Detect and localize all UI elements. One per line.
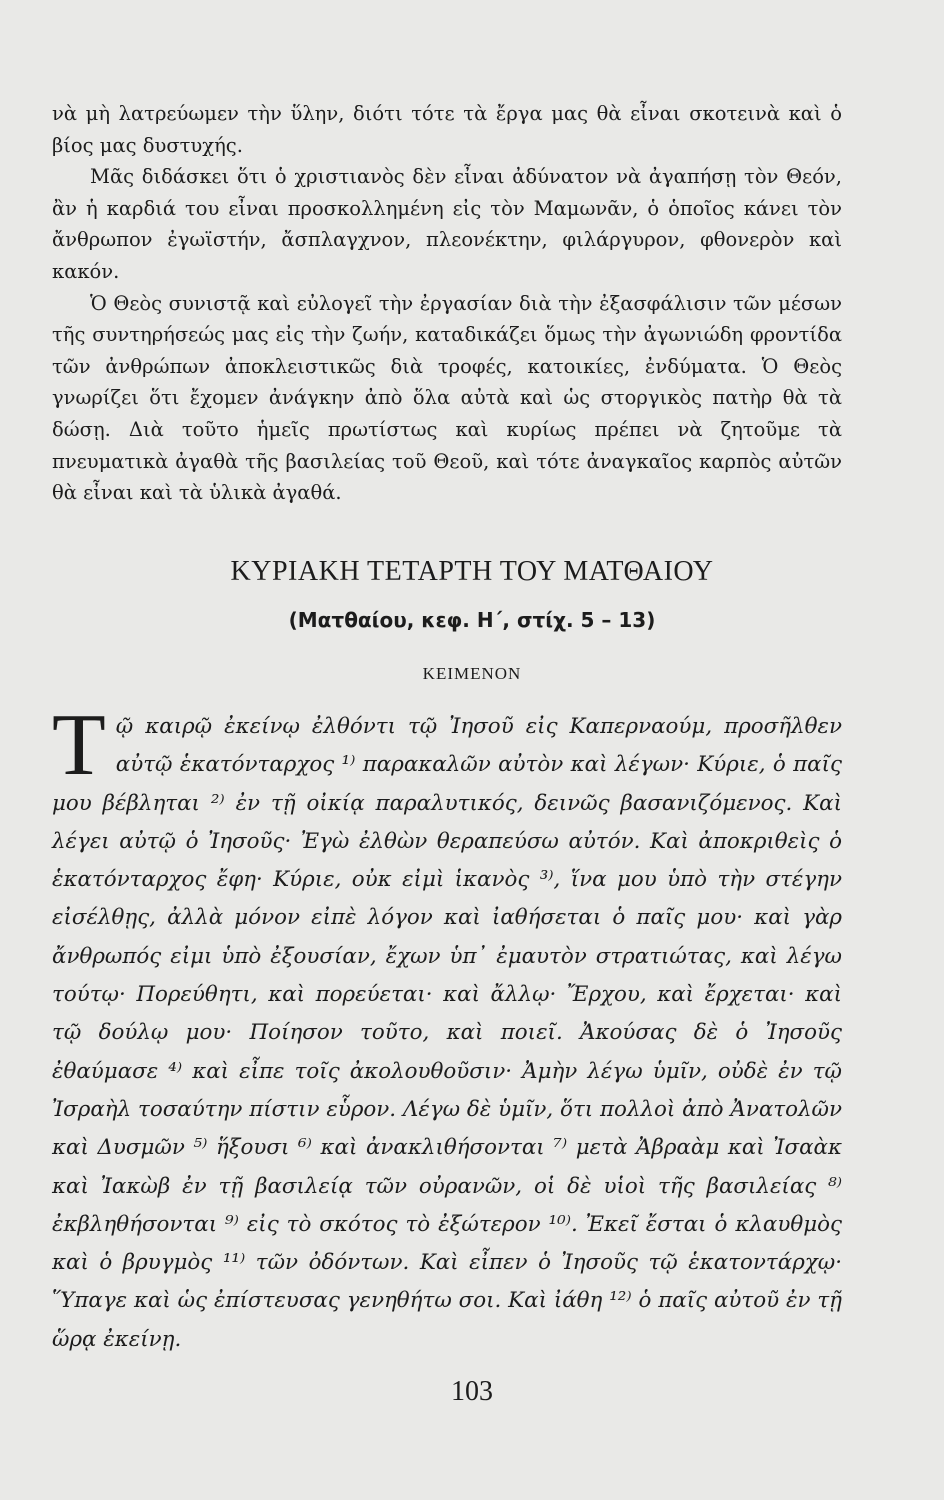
paragraph-mammon: Μᾶς διδάσκει ὅτι ὁ χριστιανὸς δὲν εἶναι ἀδύνατον νὰ ἀγαπήσῃ τὸν Θεόν, ἂν ἡ καρδιά του εἶναι προσκολλημένη εἰς τὸν Μαμωνᾶν, ὁ ὁποῖος κάνει τὸν ἄνθρωπον ἐγωϊστήν, ἄσπλαγχνον, πλεονέκτην, φιλάργυρον, φθονερὸν καὶ κακόν.: [52, 165, 842, 283]
drop-cap: Τ: [52, 697, 106, 794]
scripture-reference: (Ματθαίου, κεφ. Η΄, στίχ. 5 – 13): [288, 608, 656, 632]
scripture-paragraph: [52, 697, 842, 1359]
section-title: ΚΥΡΙΑΚΗ ΤΕΤΑΡΤΗ ΤΟΥ ΜΑΤΘΑΙΟΥ: [230, 556, 714, 587]
page-number: 103: [451, 1376, 493, 1407]
paragraph-god-provides: Ὁ Θεὸς συνιστᾷ καὶ εὐλογεῖ τὴν ἐργασίαν διὰ τὴν ἐξασφάλισιν τῶν μέσων τῆς συντηρήσεώς μας εἰς τὴν ζωήν, καταδικάζει ὅμως τὴν ἀγωνιώδη φροντίδα τῶν ἀνθρώπων ἀποκλειστικῶς διὰ τροφές, κατοικίες, ἐνδύματα. Ὁ Θεὸς γνωρίζει ὅτι ἔχομεν ἀνάγκην ἀπὸ ὅλα αὐτὰ καὶ ὡς στοργικὸς πατὴρ θὰ τὰ δώσῃ. Διὰ τοῦτο ἡμεῖς πρωτίστως καὶ κυρίως πρέπει νὰ ζητοῦμε τὰ πνευματικὰ ἀγαθὰ τῆς βασιλείας τοῦ Θεοῦ, καὶ τότε ἀναγκαῖος καρπὸς αὐτῶν θὰ εἶναι καὶ τὰ ὑλικὰ ἀγαθά.: [52, 291, 842, 505]
preceding-commentary: [52, 98, 842, 509]
scripture-body: ῷ καιρῷ ἐκείνῳ ἐλθόντι τῷ Ἰησοῦ εἰς Καπερναούμ, προσῆλθεν αὐτῷ ἑκατόνταρχος ¹⁾ παρακαλῶν αὐτὸν καὶ λέγων· Κύριε, ὁ παῖς μου βέβληται ²⁾ ἐν τῇ οἰκίᾳ παραλυτικός, δεινῶς βασανιζόμενος. Καὶ λέγει αὐτῷ ὁ Ἰησοῦς· Ἐγὼ ἐλθὼν θεραπεύσω αὐτόν. Καὶ ἀποκριθεὶς ὁ ἑκατόνταρχος ἔφη· Κύριε, οὐκ εἰμὶ ἱκανὸς ³⁾, ἵνα μου ὑπὸ τὴν στέγην εἰσέλθῃς, ἀλλὰ μόνον εἰπὲ λόγον καὶ ἰαθήσεται ὁ παῖς μου· καὶ γὰρ ἄνθρωπός εἰμι ὑπὸ ἐξουσίαν, ἔχων ὑπ᾿ ἐμαυτὸν στρατιώτας, καὶ λέγω τούτῳ· Πορεύθητι, καὶ πορεύεται· καὶ ἄλλῳ· Ἔρχου, καὶ ἔρχεται· καὶ τῷ δούλῳ μου· Ποίησον τοῦτο, καὶ ποιεῖ. Ἀκούσας δὲ ὁ Ἰησοῦς ἐθαύμασε ⁴⁾ καὶ εἶπε τοῖς ἀκολουθοῦσιν· Ἀμὴν λέγω ὑμῖν, οὐδὲ ἐν τῷ Ἰσραὴλ τοσαύτην πίστιν εὗρον. Λέγω δὲ ὑμῖν, ὅτι πολλοὶ ἀπὸ Ἀνατολῶν καὶ Δυσμῶν ⁵⁾ ἥξουσι ⁶⁾ καὶ ἀνακλιθήσονται ⁷⁾ μετὰ Ἀβραὰμ καὶ Ἰσαὰκ καὶ Ἰακὼβ ἐν τῇ βασιλείᾳ τῶν οὐρανῶν, οἱ δὲ υἱοὶ τῆς βασιλείας ⁸⁾ ἐκβληθήσονται ⁹⁾ εἰς τὸ σκότος τὸ ἐξώτερον ¹⁰⁾. Ἐκεῖ ἔσται ὁ κλαυθμὸς καὶ ὁ βρυγμὸς ¹¹⁾ τῶν ὀδόντων. Καὶ εἶπεν ὁ Ἰησοῦς τῷ ἑκατοντάρχῳ· Ὕπαγε καὶ ὡς ἐπίστευσας γενηθήτω σοι. Καὶ ἰάθη ¹²⁾ ὁ παῖς αὐτοῦ ἐν τῇ ὥρᾳ ἐκείνῃ.: [52, 714, 842, 1352]
text-label: ΚΕΙΜΕΝΟΝ: [422, 664, 522, 683]
paragraph-continued: νὰ μὴ λατρεύωμεν τὴν ὕλην, διότι τότε τὰ ἔργα μας θὰ εἶναι σκοτεινὰ καὶ ὁ βίος μας δυστυχής.: [52, 102, 842, 157]
scripture-text: [52, 697, 842, 1359]
